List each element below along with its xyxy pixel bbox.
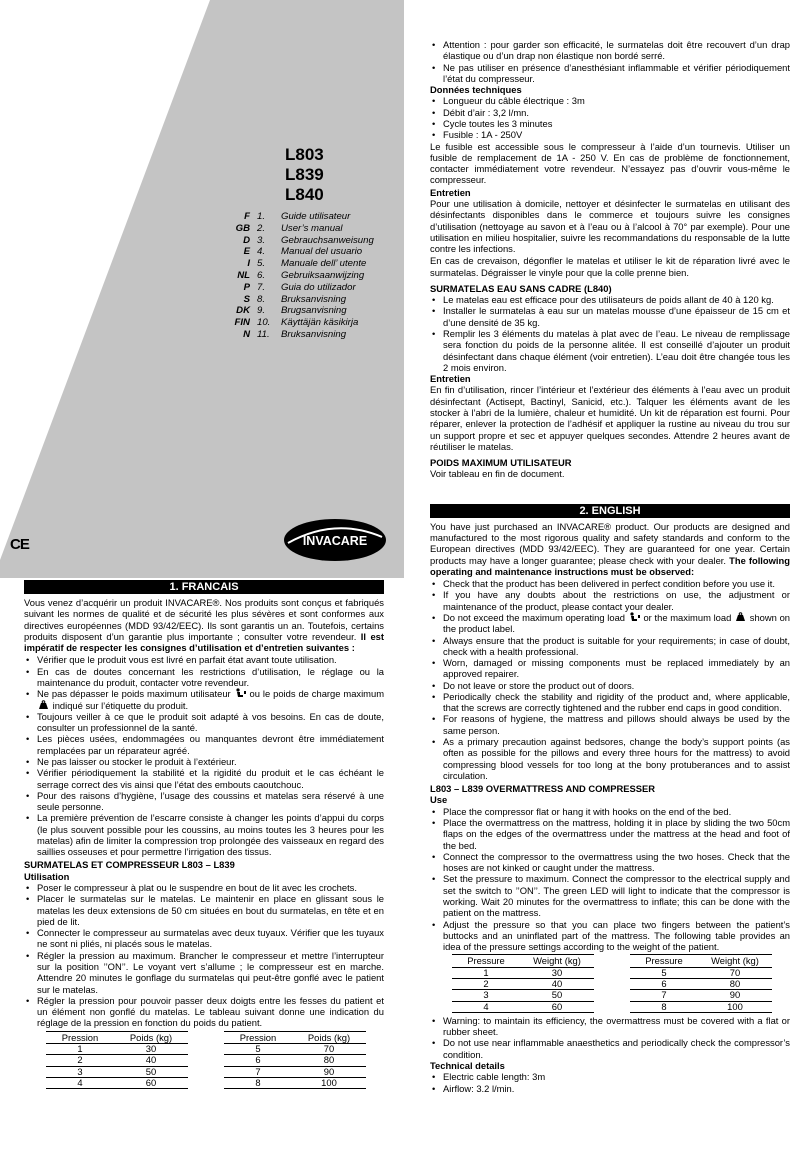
paragraph: Le fusible est accessible sous le compresseur à l’aide d’un tournevis. Utiliser un fusible de remplacement de 1A - 250 V. En cas de problème de fonctionnement, contacter immédiatement votre revendeur. N’essayez pas d’ouvrir vous-même le compresseur. xyxy=(430,140,790,186)
table-row: 5 70 xyxy=(224,1043,366,1054)
manual-num: 6. xyxy=(257,269,266,281)
list-item: • Régler la pression pour pouvoir passer deux doigts entre les fesses du patient et un élément non gonflé du matelas. Le tableau suivant donne une indication du réglage de la pression en fonction du poids du patient. xyxy=(24,995,384,1029)
manual-language-row xyxy=(232,294,374,306)
list-item: • Always ensure that the product is suitable for your requirements; in case of doubt, check with a health professional. xyxy=(430,635,790,658)
table-row: 3 50 xyxy=(46,1066,188,1077)
cover-diagonal xyxy=(0,0,210,560)
list-item: • Toujours veiller à ce que le produit soit adapté à vos besoins. En cas de doute, consulter un professionnel de la santé. xyxy=(24,711,384,734)
list-item: • Warning: to maintain its efficiency, the overmattress must be covered with a flat or rubber sheet. xyxy=(430,1015,790,1038)
list-item: • Pour des raisons d’hygiène, l’usage des coussins et matelas sera réservé à une seule personne. xyxy=(24,790,384,813)
manual-name: Brugsanvisning xyxy=(281,305,347,317)
manual-code: P xyxy=(243,281,250,293)
list-item: • Set the pressure to maximum. Connect the compressor to the electrical supply and set the switch to ’’ON’’. The green LED will light to indicate that the compressor is working. Wait 20 minutes for the overmattress to inflate; this can be done with the patient on the mattress. xyxy=(430,873,790,918)
list-item: • Check that the product has been delivered in perfect condition before you use it. xyxy=(430,578,790,589)
pressure-table-left xyxy=(452,954,594,1012)
manual-code: I xyxy=(247,258,250,270)
table-row: 1 30 xyxy=(452,967,594,978)
list-item: • Connect the compressor to the overmattress using the two hoses. Check that the hoses are not kinked or caught under the mattress. xyxy=(430,851,790,874)
subsection-heading: L803 – L839 OVERMATTRESS AND COMPRESSER xyxy=(430,783,656,795)
list-item: • La première prévention de l’escarre consiste à changer les points d’appui du corps (le plus souvent possible pour les coussins, au moins toutes les 3 heures pour les matelas) afin de limiter la compression trop prolongée des vaisseaux en regard des saillies osseuses et pour permettre l’irrigation des tissus. xyxy=(24,812,384,857)
table-row: 6 80 xyxy=(630,978,772,989)
list-item: • Place the compressor flat or hang it with hooks on the end of the bed. xyxy=(430,806,790,817)
table-header: Weight (kg) xyxy=(698,955,772,967)
table-header: Pressure xyxy=(452,955,520,967)
subsection-heading: Utilisation xyxy=(24,870,70,882)
table-header: Poids (kg) xyxy=(114,1031,188,1043)
manual-name: Guide utilisateur xyxy=(281,211,351,222)
table-row: 2 40 xyxy=(46,1055,188,1066)
manual-code: E xyxy=(243,246,250,258)
list-item: • En cas de doutes concernant les restrictions d’utilisation, le réglage ou la maintenance du produit, contacter votre revendeur. xyxy=(24,666,384,689)
table-header: Pression xyxy=(224,1031,292,1043)
table-header: Pressure xyxy=(630,955,698,967)
manual-code: F xyxy=(244,211,250,222)
manual-num: 7. xyxy=(257,281,266,293)
manual-num: 3. xyxy=(257,234,266,246)
manual-name: Bruksanvisning xyxy=(281,328,347,340)
manual-language-row xyxy=(232,317,374,329)
manual-num: 8. xyxy=(257,293,266,305)
subsection-heading: SURMATELAS EAU SANS CADRE (L840) xyxy=(430,282,612,294)
intro-paragraph: Vous venez d’acquérir un produit INVACARE®. Nos produits sont conçus et fabriqués suivant les normes de qualité et de sécurité les plus sévères et sont conformes aux directives européennes (MDD 93/42/EEC). Ils sont garantis un an. Toutefois, certains produits disposent d’un garantie plus importante ; consulter votre revendeur. Il est impératif de respecter les consignes d’utilisation et d’entretien suivantes : xyxy=(24,597,384,654)
paragraph: Pour une utilisation à domicile, nettoyer et désinfecter le surmatelas en utilisant des désinfectants disponibles dans le commerce et toujours suivre les consignes d’utilisation (nettoyage au savon et à l’eau ou à l’alcool à 70° par exemple). Pour une utilisation en milieu hospitalier, suivre les recommandations du responsable de la lutte contre les infections. xyxy=(430,197,790,255)
right-column xyxy=(430,39,790,1094)
manual-language-row xyxy=(232,329,374,341)
manual-name: Käyttäjän käsikirja xyxy=(281,317,359,329)
manual-code: NL xyxy=(237,269,250,281)
manual-num: 1. xyxy=(257,211,266,222)
pressure-table-left xyxy=(46,1031,188,1089)
subsection-heading: Entretien xyxy=(430,373,471,385)
list-item: • Le matelas eau est efficace pour des utilisateurs de poids allant de 40 à 120 kg. xyxy=(430,294,790,305)
manual-language-row xyxy=(232,211,374,223)
manual-num: 9. xyxy=(257,305,266,317)
manual-num: 2. xyxy=(257,222,266,234)
subsection-heading: SURMATELAS ET COMPRESSEUR L803 – L839 xyxy=(24,859,235,871)
manual-name: User’s manual xyxy=(281,222,343,234)
model-number: L840 xyxy=(285,185,324,204)
manual-name: Bruksanvisning xyxy=(281,293,347,305)
paragraph: En fin d’utilisation, rincer l’intérieur et l’extérieur des éléments à l’eau avec un produit désinfectant (Actisept, Bactinyl, Sanicid, etc.). Talquer les éléments avant de les stocker à l’abri de la lumière, chaleur et humidité. Un kit de réparation est fourni. Pour réparer, enlever la protection de l’adhésif et appliquer la rustine au niveau du trou sur un support propre et sec et appuyer quelques secondes. Attendre 2 heures avant de réutiliser le matelas. xyxy=(430,384,790,452)
safety-list xyxy=(430,578,790,781)
ce-mark: CE xyxy=(10,536,29,553)
paragraph: Voir tableau en fin de document. xyxy=(430,468,565,480)
list-item: • Place the overmattress on the mattress, holding it in place by sliding the two 50cm flaps on the edges of the overmattress under the mattress at the head and foot of the bed. xyxy=(430,817,790,851)
list-item: • Do not exceed the maximum operating load or the maximum load shown on the product label. xyxy=(430,612,790,635)
list-item: • For reasons of hygiene, the mattress and pillows should always be used by the same person. xyxy=(430,713,790,736)
list-item: • Vérifier que le produit vous est livré en parfait état avant toute utilisation. xyxy=(24,654,384,665)
manual-language-row xyxy=(232,246,374,258)
table-row: 4 60 xyxy=(452,1001,594,1012)
list-item: • Airflow: 3.2 l/min. xyxy=(430,1083,790,1094)
use-list xyxy=(430,806,790,953)
list-item: • Connecter le compresseur au surmatelas avec deux tuyaux. Vérifier que les tuyaux ne sont ni pliés, ni placés sous le matelas. xyxy=(24,927,384,950)
list-item: • Régler la pression au maximum. Brancher le compresseur et mettre l’interrupteur sur la position ’’ON’’. Le voyant vert s’allume ; le compresseur est en marche. Attendre 20 minutes le gonflage du surmatelas qui peut-être gonflé avec le patient sur le matelas. xyxy=(24,950,384,995)
subsection-heading: POIDS MAXIMUM UTILISATEUR xyxy=(430,457,572,469)
list-item: • Fusible : 1A - 250V xyxy=(430,129,790,140)
logo-text: INVACARE xyxy=(302,534,368,548)
table-row: 3 50 xyxy=(452,990,594,1001)
manual-name: Gebruiksaanwijzing xyxy=(281,269,365,281)
load-weight-icon xyxy=(37,700,50,710)
manual-language-row xyxy=(232,223,374,235)
list-item: • Electric cable length: 3m xyxy=(430,1071,790,1082)
list-item: • Poser le compresseur à plat ou le suspendre en bout de lit avec les crochets. xyxy=(24,882,384,893)
manual-name: Guia do utilizador xyxy=(281,281,356,293)
section-band-english: 2. ENGLISH xyxy=(430,504,790,518)
list-item: • Attention : pour garder son efficacité, le surmatelas doit être recouvert d’un drap élastique ou d’un drap non élastique non bordé serré. xyxy=(430,39,790,62)
manual-num: 10. xyxy=(257,317,271,329)
subsection-heading: Technical details xyxy=(430,1059,505,1071)
subsection-heading: Entretien xyxy=(430,186,471,198)
table-row: 2 40 xyxy=(452,978,594,989)
list-item: • Les pièces usées, endommagées ou manquantes devront être immédiatement remplacées par un réparateur agréé. xyxy=(24,733,384,756)
pressure-table-right xyxy=(630,954,772,1012)
list-item: • As a primary precaution against bedsores, change the body’s support points (as often as possible for the pillows and every three hours for the mattress) to avoid compressing blood vessels for too long at the bony protuberances and to assist circulation. xyxy=(430,736,790,781)
manual-name: Manuale dell’ utente xyxy=(281,258,367,270)
list-item: • Do not use near inflammable anaesthetics and periodically check the compressor’s condition. xyxy=(430,1037,790,1060)
french-section xyxy=(24,580,384,1091)
table-row: 4 60 xyxy=(46,1077,188,1088)
warning-list xyxy=(430,1015,790,1060)
list-item: • Ne pas laisser ou stocker le produit à l’extérieur. xyxy=(24,756,384,767)
intro-paragraph: You have just purchased an INVACARE® product. Our products are designed and manufactured to the most rigorous quality and safety standards and conform to the European directives (MDD 93/42/EEC). They are guaranteed for one year. Certain products may have a longer guarantee; please check with your dealer. The following operating and maintenance instructions must be observed: xyxy=(430,520,790,577)
pressure-table-right xyxy=(224,1031,366,1089)
model-list xyxy=(285,145,324,205)
load-weight-icon xyxy=(734,612,747,622)
manual-language-row xyxy=(232,305,374,317)
manual-code: GB xyxy=(235,222,250,234)
table-header: Weight (kg) xyxy=(520,955,594,967)
water-list xyxy=(430,294,790,373)
list-item: • Longueur du câble électrique : 3m xyxy=(430,95,790,106)
manual-language-row xyxy=(232,270,374,282)
manual-num: 5. xyxy=(257,258,266,270)
list-item: • Installer le surmatelas à eau sur un matelas mousse d’une épaisseur de 15 cm et d’une densité de 35 kg. xyxy=(430,305,790,328)
list-item: • Adjust the pressure so that you can place two fingers between the patient’s buttocks and an uninflated part of the mattress. The following table provides an idea of the pressure settings according to the weight of the patient. xyxy=(430,919,790,953)
list-item: • Cycle toutes les 3 minutes xyxy=(430,118,790,129)
list-item: • Débit d’air : 3,2 l/mn. xyxy=(430,107,790,118)
table-row: 7 90 xyxy=(630,990,772,1001)
list-item: • Placer le surmatelas sur le matelas. Le maintenir en place en glissant sous le matelas les deux extensions de 50 cm situées en bout du surmatelas, en tête et en pied de lit. xyxy=(24,893,384,927)
manual-num: 11. xyxy=(257,328,270,340)
user-weight-icon xyxy=(234,688,247,698)
list-item: • Worn, damaged or missing components must be replaced immediately by an approved repairer. xyxy=(430,657,790,680)
safety-list xyxy=(24,654,384,857)
pressure-table-french xyxy=(46,1031,366,1089)
manual-code: N xyxy=(243,328,250,340)
list-item: • Periodically check the stability and rigidity of the product and, where applicable, that the screws are correctly tightened and the rubber end caps in good condition. xyxy=(430,691,790,714)
list-item: • If you have any doubts about the restrictions on use, the adjustment or maintenance of the product, please contact your dealer. xyxy=(430,589,790,612)
table-row: 6 80 xyxy=(224,1055,366,1066)
section-band-french: 1. FRANCAIS xyxy=(24,580,384,594)
list-item: • Remplir les 3 éléments du matelas à plat avec de l’eau. Le niveau de remplissage sera fonction du poids de la personne alitée. Il est conseillé d’ajouter un produit désinfectant dans chaque élément (voir entretien). L’eau doit être changée tous les 2 mois environ. xyxy=(430,328,790,373)
invacare-logo xyxy=(282,515,388,565)
manual-name: Manual del usuario xyxy=(281,246,363,258)
list-item: • Vérifier périodiquement la stabilité et la rigidité du produit et le cas échéant le serrage correct des vis ainsi que l’état des embouts caoutchouc. xyxy=(24,767,384,790)
use-list xyxy=(24,882,384,1029)
list-item: • Do not leave or store the product out of doors. xyxy=(430,680,790,691)
subsection-heading: Données techniques xyxy=(430,84,522,96)
list-item: • Ne pas dépasser le poids maximum utilisateur ou le poids de charge maximum indiqué sur l’étiquette du produit. xyxy=(24,688,384,711)
manual-code: S xyxy=(243,293,250,305)
manual-language-row xyxy=(232,235,374,247)
table-header: Poids (kg) xyxy=(292,1031,366,1043)
table-row: 8 100 xyxy=(630,1001,772,1012)
tech-list xyxy=(430,95,790,140)
manual-language-row xyxy=(232,258,374,270)
table-row: 1 30 xyxy=(46,1043,188,1054)
manual-language-row xyxy=(232,282,374,294)
pressure-table-english xyxy=(452,954,772,1012)
manual-code: DK xyxy=(236,305,250,317)
subsection-heading: Use xyxy=(430,794,448,806)
table-row: 8 100 xyxy=(224,1077,366,1088)
manual-code: D xyxy=(243,234,250,246)
table-header: Pression xyxy=(46,1031,114,1043)
manual-num: 4. xyxy=(257,246,266,258)
manual-code: FIN xyxy=(234,317,250,329)
warning-list xyxy=(430,39,790,84)
table-row: 5 70 xyxy=(630,967,772,978)
table-row: 7 90 xyxy=(224,1066,366,1077)
paragraph: En cas de crevaison, dégonfler le matelas et utiliser le kit de réparation livré avec le surmatelas. Dégraisser le vinyle pour que la colle prenne bien. xyxy=(430,255,790,278)
user-weight-icon xyxy=(628,612,641,622)
manual-name: Gebrauchsanweisung xyxy=(281,234,374,246)
manual-language-list xyxy=(232,211,374,341)
list-item: • Ne pas utiliser en présence d’anesthésiant inflammable et vérifier périodiquement l’état du compresseur. xyxy=(430,62,790,85)
model-number: L839 xyxy=(285,165,324,184)
model-number: L803 xyxy=(285,145,324,164)
tech-list xyxy=(430,1071,790,1094)
